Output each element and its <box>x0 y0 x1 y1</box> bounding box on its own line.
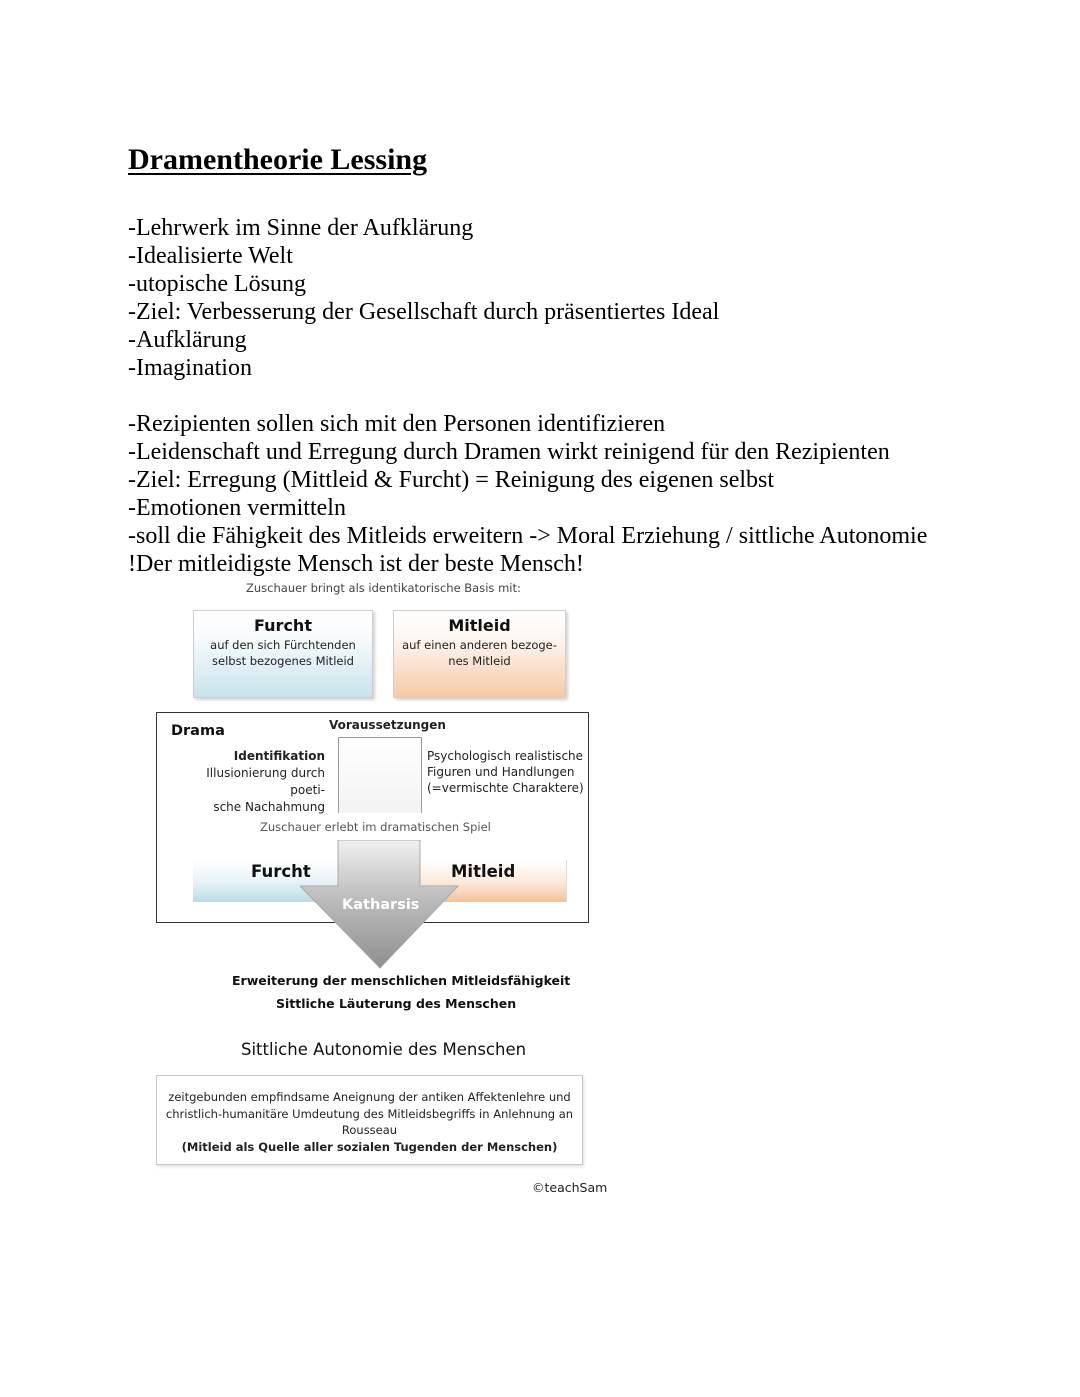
list-item: -Rezipienten sollen sich mit den Personen identifizieren <box>128 411 666 437</box>
identifikation-heading: Identifikation <box>233 749 325 763</box>
identifikation-line: Illusionierung durch poeti- <box>206 766 325 797</box>
center-connector-box <box>338 737 422 813</box>
note-line: christlich-humanitäre Umdeutung des Mitleidsbegriffs in Anlehnung an <box>165 1106 574 1121</box>
furcht-box-title: Furcht <box>254 616 312 635</box>
basis-label: Zuschauer bringt als identikatorische Basis mit: <box>246 581 521 595</box>
bullet-list-characteristics <box>128 214 719 382</box>
psychologisch-text <box>427 748 587 796</box>
mitleid-bar-label: Mitleid <box>451 862 516 881</box>
list-item: -Imagination <box>128 355 252 381</box>
note-line: zeitgebunden empfindsame Aneignung der antiken Affektenlehre und <box>168 1090 571 1104</box>
erweiterung-text: Erweiterung der menschlichen Mitleidsfähigkeit <box>232 973 571 988</box>
list-item: -Idealisierte Welt <box>128 243 293 269</box>
furcht-box-line: selbst bezogenes Mitleid <box>212 654 354 668</box>
erlebt-label: Zuschauer erlebt im dramatischen Spiel <box>260 820 491 834</box>
bullet-list-effects <box>128 410 927 578</box>
list-item: !Der mitleidigste Mensch ist der beste Mensch! <box>128 551 584 577</box>
identifikation-text <box>170 748 325 816</box>
laeuterung-text: Sittliche Läuterung des Menschen <box>276 996 517 1011</box>
note-line: Rousseau <box>341 1123 398 1137</box>
list-item: -Ziel: Verbesserung der Gesellschaft durch präsentiertes Ideal <box>128 299 720 325</box>
mitleid-box-line: auf einen anderen bezoge- <box>402 638 557 652</box>
list-item: -Ziel: Erregung (Mittleid & Furcht) = Reinigung des eigenen selbst <box>128 467 775 493</box>
katharsis-label: Katharsis <box>342 897 420 913</box>
list-item: -Leidenschaft und Erregung durch Dramen wirkt reinigend für den Rezipienten <box>128 439 890 465</box>
psychologisch-line: Psychologisch realistische <box>427 749 584 763</box>
voraussetzungen-label: Voraussetzungen <box>329 718 446 732</box>
page-title: Dramentheorie Lessing <box>128 143 428 176</box>
drama-label: Drama <box>171 723 225 739</box>
list-item: -soll die Fähigkeit des Mitleids erweitern -> Moral Erziehung / sittliche Autonomie <box>128 523 928 549</box>
note-line: (Mitleid als Quelle aller sozialen Tugenden der Menschen) <box>181 1139 558 1154</box>
note-box <box>156 1075 583 1165</box>
psychologisch-line: Figuren und Handlungen <box>427 765 575 779</box>
identifikation-line: sche Nachahmung <box>213 800 325 814</box>
mitleid-box <box>393 610 566 698</box>
furcht-box-line: auf den sich Fürchtenden <box>210 638 356 652</box>
mitleid-box-line: nes Mitleid <box>448 654 511 668</box>
copyright-label: ©teachSam <box>532 1180 608 1195</box>
psychologisch-line: (=vermischte Charaktere) <box>427 781 584 795</box>
autonomie-text: Sittliche Autonomie des Menschen <box>241 1040 527 1059</box>
list-item: -Lehrwerk im Sinne der Aufklärung <box>128 215 474 241</box>
furcht-bar-label: Furcht <box>251 862 311 881</box>
mitleid-box-title: Mitleid <box>448 616 511 635</box>
furcht-box <box>193 610 373 698</box>
list-item: -Emotionen vermitteln <box>128 495 346 521</box>
list-item: -Aufklärung <box>128 327 247 353</box>
list-item: -utopische Lösung <box>128 271 306 297</box>
